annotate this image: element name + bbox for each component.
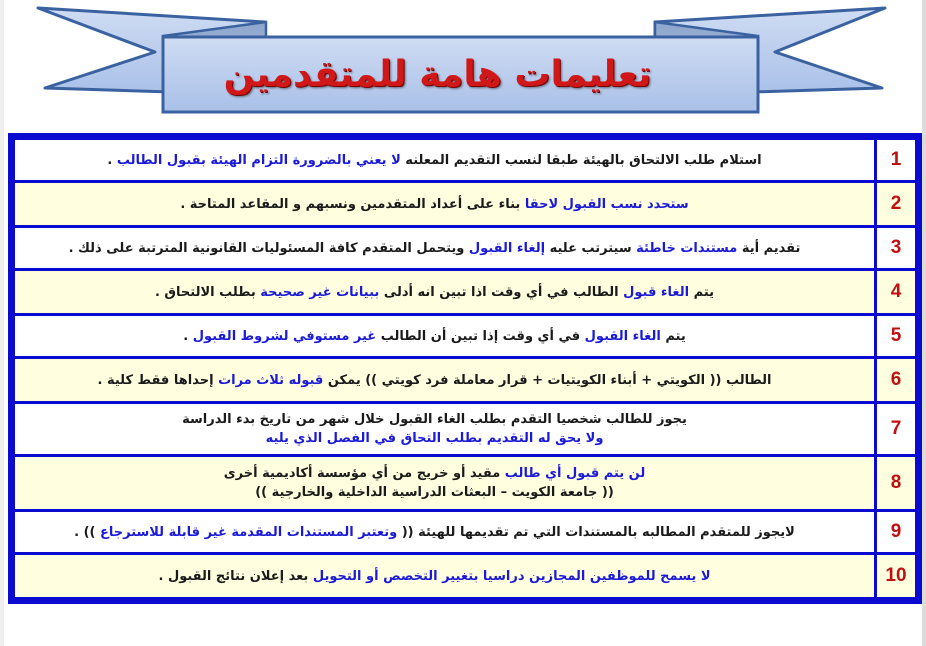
text-segment: يتم	[689, 284, 715, 300]
table-row	[14, 139, 917, 182]
text-segment: مقيد أو خريج من أي مؤسسة أكاديمية أخرى	[223, 466, 505, 481]
row-number: 4	[876, 270, 917, 315]
highlighted-phrase: ببيانات غير صحيحة	[260, 284, 380, 300]
highlighted-phrase: مستندات خاطئة	[636, 240, 738, 256]
row-number: 3	[876, 227, 917, 270]
row-number: 6	[876, 358, 917, 403]
text-segment: سيترتب عليه	[545, 240, 637, 256]
text-segment: بطلب الالتحاق .	[154, 284, 261, 300]
instruction-text	[14, 182, 876, 227]
instructions-table	[8, 133, 922, 604]
highlighted-phrase: لن يتم قبول أي طالب	[504, 466, 646, 481]
text-segment: ويتحمل المتقدم كافة المسئوليات القانونية المترتبة على ذلك .	[68, 240, 469, 256]
text-segment: لايجوز للمتقدم المطالبه بالمستندات التي تم تقديمها للهيئة ((	[397, 524, 795, 540]
text-segment: في أي وقت إذا تبين أن الطالب	[376, 328, 585, 344]
text-segment: .	[183, 328, 193, 344]
text-segment: استلام طلب الالتحاق بالهيئة طبقا لنسب التقديم المعلنه	[400, 152, 762, 168]
text-segment: إحداها فقط كلية .	[97, 372, 219, 388]
text-segment: الطالب في أي وقت اذا تبين انه أدلى	[379, 284, 624, 300]
text-segment: الطالب (( الكويتي + أبناء الكويتيات + قرار معاملة فرد كويتي )) يمكن	[323, 372, 772, 388]
instruction-line	[35, 410, 834, 429]
text-segment: (( جامعة الكويت – البعثات الدراسية الداخلية والخارجية ))	[255, 485, 614, 500]
row-number: 10	[876, 554, 917, 599]
table-row	[14, 511, 917, 554]
row-number: 2	[876, 182, 917, 227]
instruction-line	[35, 239, 834, 258]
instruction-text	[14, 456, 876, 511]
table-row	[14, 270, 917, 315]
instruction-line	[35, 195, 834, 214]
instruction-line	[35, 523, 834, 542]
table-row	[14, 315, 917, 358]
instruction-text	[14, 315, 876, 358]
instruction-text	[14, 270, 876, 315]
table-row	[14, 554, 917, 599]
table-row	[14, 456, 917, 511]
table-row	[14, 358, 917, 403]
highlighted-phrase: ستحدد نسب القبول لاحقا	[524, 196, 689, 212]
row-number: 8	[876, 456, 917, 511]
text-segment: يجوز للطالب شخصيا التقدم بطلب الغاء القبول خلال شهر من تاريخ بدء الدراسة	[182, 412, 687, 427]
highlighted-phrase: ولا يحق له التقديم بطلب التحاق في الفصل الذي يليه	[265, 431, 604, 446]
table-row	[14, 182, 917, 227]
table-row	[14, 227, 917, 270]
row-number: 5	[876, 315, 917, 358]
instruction-line	[35, 483, 834, 502]
text-segment: بناء على أعداد المتقدمين ونسبهم و المقاعد المتاحة .	[180, 196, 525, 212]
text-segment: يتم	[660, 328, 686, 344]
text-segment: )) .	[74, 524, 100, 540]
instruction-line	[35, 429, 834, 448]
row-number: 7	[876, 403, 917, 456]
highlighted-phrase: لا يعني بالضرورة التزام الهيئة بقبول الطالب	[116, 152, 401, 168]
highlighted-phrase: غير مستوفي لشروط القبول	[192, 328, 377, 344]
instruction-line	[35, 371, 834, 390]
instruction-line	[35, 464, 834, 483]
highlighted-phrase: قبوله ثلاث مرات	[218, 372, 324, 388]
instruction-text	[14, 554, 876, 599]
highlighted-phrase: لا يسمح للموظفين المجازين دراسيا بتغيير التخصص أو التحويل	[312, 568, 711, 584]
instruction-text	[14, 227, 876, 270]
instruction-line	[35, 151, 834, 170]
row-number: 9	[876, 511, 917, 554]
instruction-text	[14, 139, 876, 182]
instruction-line	[35, 567, 834, 586]
table-row	[14, 403, 917, 456]
title-banner	[0, 0, 926, 125]
instruction-line	[35, 283, 834, 302]
instruction-text	[14, 511, 876, 554]
text-segment: بعد إعلان نتائج القبول .	[158, 568, 313, 584]
row-number: 1	[876, 139, 917, 182]
highlighted-phrase: الغاء القبول	[584, 328, 661, 344]
instruction-line	[35, 327, 834, 346]
instruction-text	[14, 403, 876, 456]
text-segment: .	[107, 152, 117, 168]
highlighted-phrase: وتعتبر المستندات المقدمة غير قابلة للاسترجاع	[100, 524, 398, 540]
text-segment: تقديم أية	[737, 240, 801, 256]
highlighted-phrase: إلغاء القبول	[468, 240, 546, 256]
highlighted-phrase: الغاء قبول	[623, 284, 690, 300]
instruction-text	[14, 358, 876, 403]
page-title: تعليمات هامة للمتقدمين	[223, 54, 652, 95]
